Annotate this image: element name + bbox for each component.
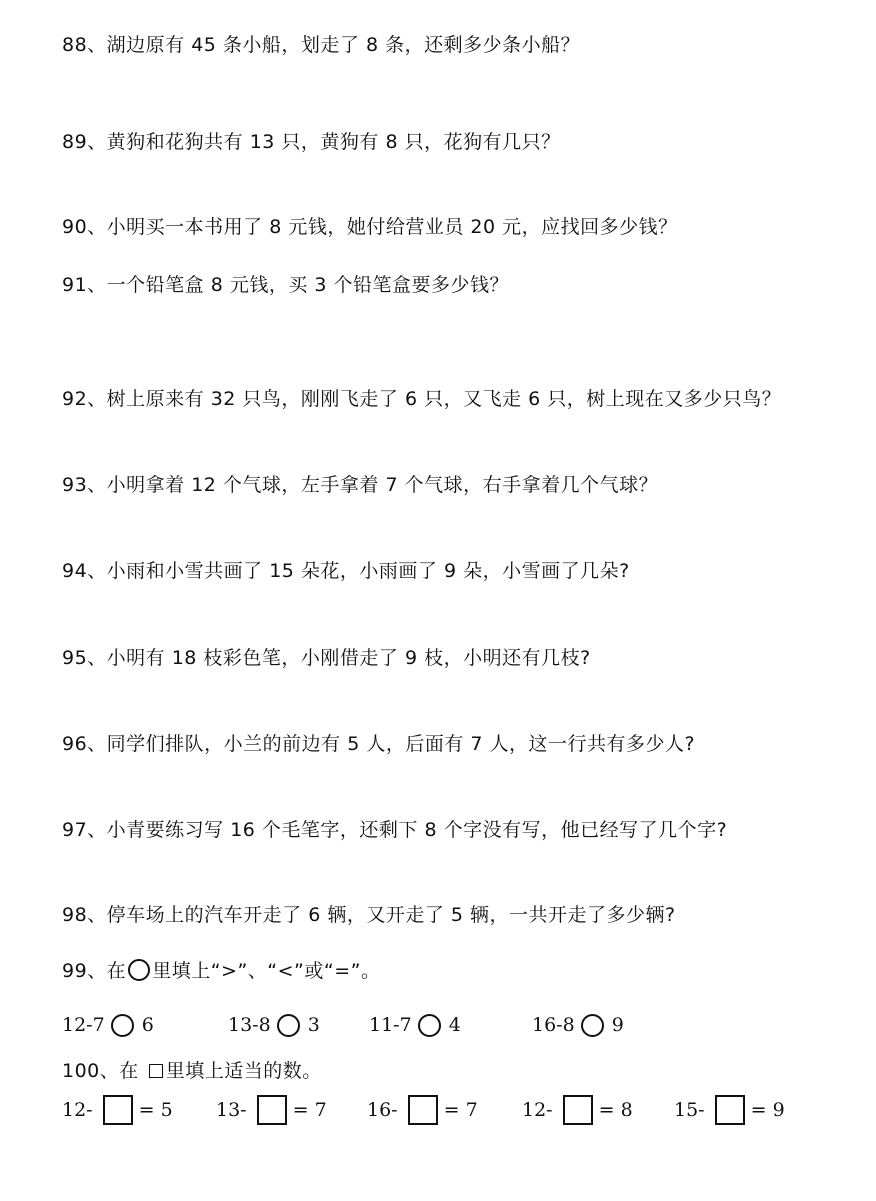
compare-right: 6 [141,1014,154,1036]
compare-answer-circle[interactable] [111,1014,134,1037]
compare-left: 13-8 [228,1014,271,1036]
fill-left: 15- [674,1099,705,1121]
compare-right: 4 [448,1014,461,1036]
question-99 [62,956,381,983]
question-97: 97、小青要练习写 16 个毛笔字，还剩下 8 个字没有写，他已经写了几个字? [62,819,728,841]
fill-left: 13- [216,1099,247,1121]
fill-item [522,1093,633,1127]
fill-item [674,1093,785,1127]
fill-left: 12- [62,1099,93,1121]
compare-item [228,1008,320,1042]
question-95: 95、小明有 18 枝彩色笔，小刚借走了 9 枝，小明还有几枝? [62,647,591,669]
compare-item [532,1008,624,1042]
question-88: 88、湖边原有 45 条小船，划走了 8 条，还剩多少条小船？ [62,34,581,56]
fill-right: = 7 [292,1099,327,1121]
fill-answer-box[interactable] [257,1095,287,1125]
fill-right: = 9 [750,1099,785,1121]
compare-item [369,1008,461,1042]
question-91: 91、一个铅笔盒 8 元钱，买 3 个铅笔盒要多少钱？ [62,274,510,296]
fill-answer-box[interactable] [563,1095,593,1125]
compare-right: 9 [611,1014,624,1036]
fill-right: = 5 [138,1099,173,1121]
compare-left: 11-7 [369,1014,412,1036]
fill-answer-box[interactable] [715,1095,745,1125]
question-90: 90、小明买一本书用了 8 元钱，她付给营业员 20 元，应找回多少钱？ [62,216,678,238]
question-92: 92、树上原来有 32 只鸟，刚刚飞走了 6 只，又飞走 6 只，树上现在又多少只鸟？ [62,388,782,410]
circle-icon [128,959,150,981]
fill-left: 16- [367,1099,398,1121]
fill-item [367,1093,478,1127]
compare-left: 16-8 [532,1014,575,1036]
fill-answer-box[interactable] [408,1095,438,1125]
fill-item [62,1093,173,1127]
fill-item [216,1093,327,1127]
fill-left: 12- [522,1099,553,1121]
question-100-prefix: 100、在 [62,1060,139,1082]
compare-item [62,1008,154,1042]
compare-right: 3 [307,1014,320,1036]
compare-answer-circle[interactable] [581,1014,604,1037]
fill-answer-box[interactable] [103,1095,133,1125]
question-100-suffix: 里填上适当的数。 [165,1060,322,1082]
fill-right: = 7 [443,1099,478,1121]
box-icon [149,1064,163,1078]
compare-left: 12-7 [62,1014,105,1036]
question-96: 96、同学们排队，小兰的前边有 5 人，后面有 7 人，这一行共有多少人? [62,733,696,755]
fill-right: = 8 [598,1099,633,1121]
compare-answer-circle[interactable] [418,1014,441,1037]
question-98: 98、停车场上的汽车开走了 6 辆，又开走了 5 辆，一共开走了多少辆? [62,904,676,926]
question-93: 93、小明拿着 12 个气球，左手拿着 7 个气球，右手拿着几个气球？ [62,474,659,496]
question-100 [62,1056,322,1083]
question-99-suffix: 里填上“>”、“<”或“=”。 [152,960,381,982]
question-99-prefix: 99、在 [62,960,127,982]
question-94: 94、小雨和小雪共画了 15 朵花，小雨画了 9 朵，小雪画了几朵? [62,560,630,582]
question-89: 89、黄狗和花狗共有 13 只，黄狗有 8 只，花狗有几只？ [62,131,561,153]
compare-answer-circle[interactable] [277,1014,300,1037]
